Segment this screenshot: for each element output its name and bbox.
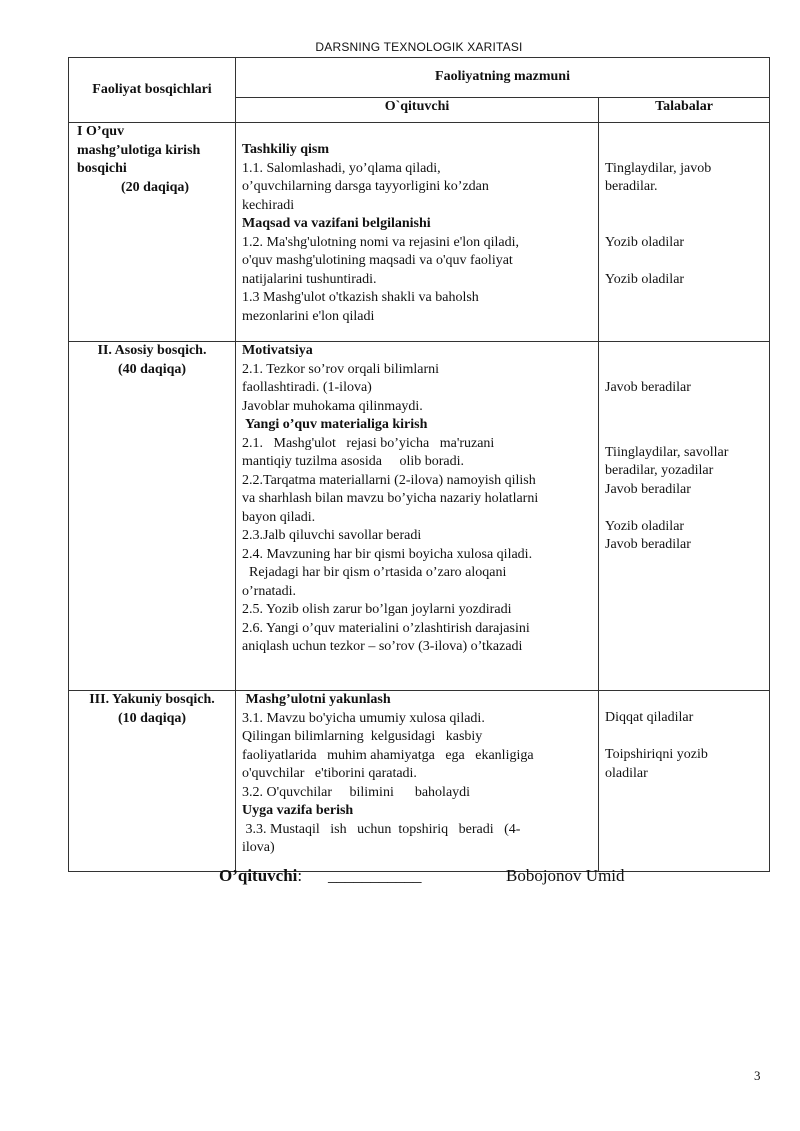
teacher-line: faollashtiradi. (1-ilova) <box>242 380 372 395</box>
table-row <box>69 123 770 342</box>
header-content: Faoliyatning mazmuni <box>236 58 770 98</box>
teacher-line: 2.1. Tezkor so’rov orqali bilimlarni <box>242 361 440 377</box>
students-line: Tiinglaydilar, savollar <box>605 444 729 460</box>
teacher-line: kechiradi <box>242 197 295 213</box>
page-number: 3 <box>754 1068 761 1083</box>
stage-duration: (10 daqiqa) <box>117 710 187 726</box>
spacer <box>605 499 763 518</box>
teacher-line: bayon qiladi. <box>242 509 316 525</box>
teacher-line: va sharhlash bilan mavzu bo’yicha nazariy holatlarni <box>242 491 539 506</box>
section-heading: Yangi o’quv materialiga kirish <box>242 417 428 432</box>
teacher-line: 2.1. Mashg'ulot rejasi bo’yicha ma'ruzani <box>242 435 495 451</box>
section-heading: Motivatsiya <box>242 343 313 358</box>
spacer <box>605 141 763 160</box>
teacher-line: 2.5. Yozib olish zarur bo’lgan joylarni yozdiradi <box>242 602 512 617</box>
teacher-line: o’rnatadi. <box>242 583 297 599</box>
teacher-line: 2.2.Tarqatma materiallarni (2-ilova) namoyish qilish <box>242 472 536 488</box>
teacher-line: aniqlash uchun tezkor – so’rov (3-ilova) o’tkazadi <box>242 639 523 654</box>
teacher-cell <box>236 123 599 342</box>
header-teacher: O`qituvchi <box>236 98 599 123</box>
students-line: Javob beradilar <box>605 379 691 395</box>
teacher-line: 2.3.Jalb qiluvchi savollar beradi <box>242 528 422 543</box>
stage-line: bosqichi <box>77 161 127 176</box>
header-students: Talabalar <box>599 98 770 123</box>
section-heading: Maqsad va vazifani belgilanishi <box>242 216 431 231</box>
teacher-line: 1.2. Ma'shg'ulotning nomi va rejasini e'lon qiladi, <box>242 234 520 250</box>
students-line: Javob beradilar <box>605 537 691 552</box>
spacer <box>605 397 763 416</box>
students-line: Javob beradilar <box>605 481 691 497</box>
teacher-cell <box>236 342 599 691</box>
teacher-line: natijalarini tushuntiradi. <box>242 271 377 287</box>
students-cell <box>599 342 770 691</box>
signature-label: O’qituvchi <box>219 866 298 885</box>
page-title: DARSNING TEXNOLOGIK XARITASI <box>315 40 523 54</box>
teacher-line: 3.3. Mustaqil ish uchun topshiriq beradi (4- <box>242 821 521 837</box>
teacher-line: mezonlarini e'lon qiladi <box>242 308 375 324</box>
teacher-line: ilova) <box>242 840 275 855</box>
lesson-plan-table <box>68 57 770 872</box>
teacher-line: mantiqiy tuzilma asosida olib boradi. <box>242 454 465 469</box>
stage-cell <box>69 691 236 872</box>
teacher-line: 1.1. Salomlashadi, yo’qlama qiladi, <box>242 160 441 176</box>
teacher-line: Rejadagi har bir qism o’rtasida o’zaro aloqani <box>242 565 507 580</box>
stage-duration: (40 daqiqa) <box>117 361 187 377</box>
students-line: Yozib oladilar <box>605 518 685 534</box>
students-line: Tinglaydilar, javob <box>605 160 712 176</box>
students-line: Diqqat qiladilar <box>605 710 694 725</box>
stage-line: mashg’ulotiga kirish <box>77 142 201 158</box>
stage-line: I O’quv <box>77 124 125 139</box>
signature-line <box>219 866 719 886</box>
students-line: Toipshiriqni yozib <box>605 747 708 762</box>
students-cell <box>599 691 770 872</box>
header-stages: Faoliyat bosqichlari <box>69 58 236 123</box>
spacer <box>605 197 763 216</box>
teacher-line: Qilingan bilimlarning kelgusidagi kasbiy <box>242 729 483 744</box>
teacher-line: 3.2. O'quvchilar bilimini baholaydi <box>242 784 471 800</box>
signature-colon: : <box>297 866 303 885</box>
students-line: beradilar, yozadilar <box>605 463 714 478</box>
teacher-line: 3.1. Mavzu bo'yicha umumiy xulosa qiladi. <box>242 710 485 726</box>
spacer <box>605 360 763 379</box>
teacher-line: 1.3 Mashg'ulot o'tkazish shakli va baholsh <box>242 290 479 305</box>
stage-duration: (20 daqiqa) <box>121 179 190 195</box>
teacher-line: 2.6. Yangi o’quv materialini o’zlashtirish darajasini <box>242 620 530 636</box>
teacher-line: faoliyatlarida muhim ahamiyatga ega ekanligiga <box>242 747 534 763</box>
section-heading: Mashg’ulotni yakunlash <box>242 692 391 707</box>
students-line: beradilar. <box>605 179 658 194</box>
table-row <box>69 342 770 691</box>
section-heading: Tashkiliy qism <box>242 142 330 157</box>
teacher-line: Javoblar muhokama qilinmaydi. <box>242 398 423 414</box>
students-line: Yozib oladilar <box>605 271 685 287</box>
teacher-line: o’quvchilarning darsga tayyorligini ko’zdan <box>242 179 489 194</box>
teacher-line: 2.4. Mavzuning har bir qismi boyicha xulosa qiladi. <box>242 546 533 562</box>
stage-line: II. Asosiy bosqich. <box>97 343 207 358</box>
stage-cell <box>69 342 236 691</box>
table-row <box>69 691 770 872</box>
spacer <box>605 416 763 444</box>
students-line: oladilar <box>605 765 648 781</box>
students-cell <box>599 123 770 342</box>
stage-line: III. Yakuniy bosqich. <box>89 692 215 707</box>
spacer <box>605 252 763 271</box>
teacher-name: Bobojonov Umid <box>506 866 625 885</box>
teacher-line: o'quvchilar e'tiborini qaratadi. <box>242 766 417 781</box>
signature-blank: ___________ <box>328 866 422 885</box>
students-line: Yozib oladilar <box>605 234 685 250</box>
teacher-cell <box>236 691 599 872</box>
section-heading: Uyga vazifa berish <box>242 803 354 818</box>
stage-cell <box>69 123 236 342</box>
teacher-line: o'quv mashg'ulotining maqsadi va o'quv faoliyat <box>242 253 513 268</box>
spacer <box>605 728 763 747</box>
spacer <box>605 215 763 234</box>
